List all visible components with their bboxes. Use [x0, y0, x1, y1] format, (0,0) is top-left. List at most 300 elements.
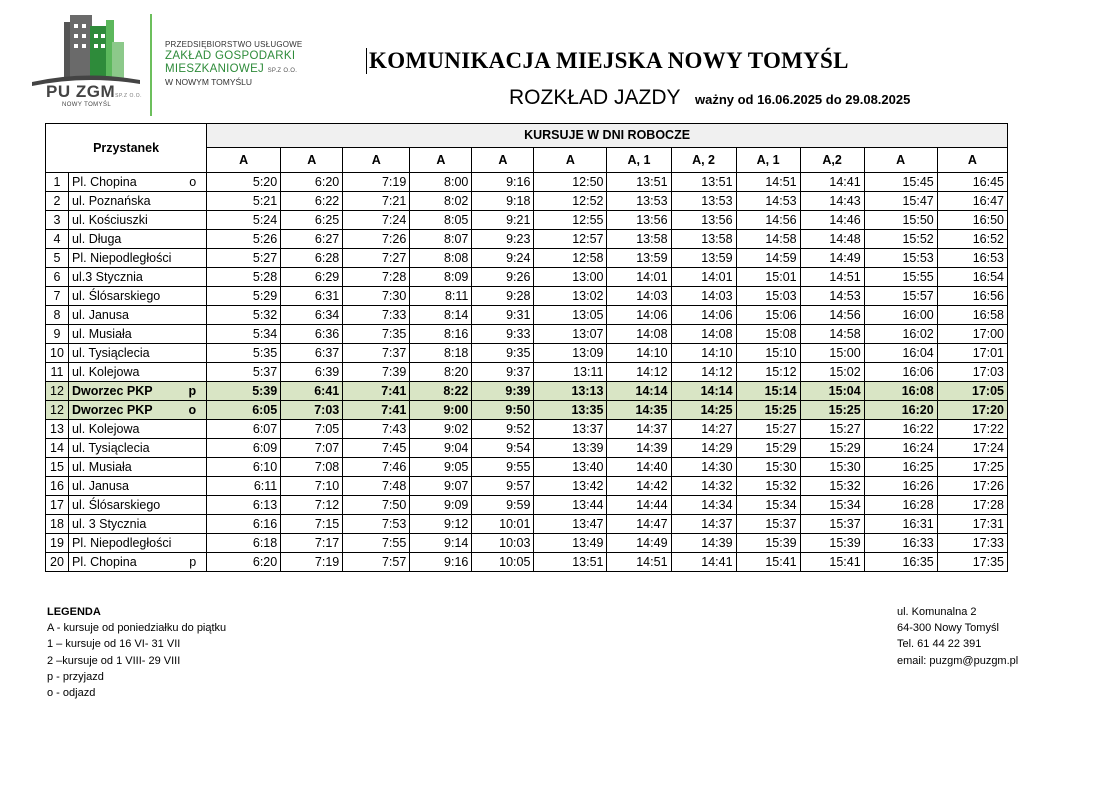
logo-brand-suffix: SP.Z O.O. [115, 93, 143, 99]
departure-time: 12:55 [534, 211, 607, 230]
stop-name: Pl. Chopina [72, 554, 137, 569]
departure-time: 13:42 [534, 477, 607, 496]
departure-time: 6:09 [207, 439, 281, 458]
departure-time: 8:08 [410, 249, 472, 268]
departure-time: 13:59 [671, 249, 736, 268]
departure-time: 7:26 [343, 230, 410, 249]
departure-time: 16:45 [937, 173, 1007, 192]
table-row [46, 230, 1008, 249]
company-address [897, 604, 1018, 669]
departure-time: 7:10 [281, 477, 343, 496]
stop-header: Przystanek [46, 124, 207, 173]
departure-time: 17:26 [937, 477, 1007, 496]
departure-time: 9:21 [472, 211, 534, 230]
departure-time: 9:12 [410, 515, 472, 534]
departure-time: 15:55 [864, 268, 937, 287]
departure-time: 9:07 [410, 477, 472, 496]
departure-time: 9:28 [472, 287, 534, 306]
departure-time: 15:41 [800, 553, 864, 572]
departure-time: 15:39 [736, 534, 800, 553]
departure-time: 5:28 [207, 268, 281, 287]
departure-time: 14:41 [671, 553, 736, 572]
course-code-header: A [472, 148, 534, 173]
departure-time: 6:20 [207, 553, 281, 572]
departure-time: 5:21 [207, 192, 281, 211]
departure-time: 14:51 [800, 268, 864, 287]
stop-number: 20 [46, 553, 69, 572]
stop-number: 4 [46, 230, 69, 249]
departure-time: 9:52 [472, 420, 534, 439]
address-street: ul. Komunalna 2 [897, 606, 977, 618]
departure-time: 7:17 [281, 534, 343, 553]
arrival-departure-mark: o [189, 174, 197, 189]
table-row [46, 553, 1008, 572]
departure-time: 9:35 [472, 344, 534, 363]
departure-time: 14:12 [671, 363, 736, 382]
page-title: KOMUNIKACJA MIEJSKA NOWY TOMYŚL [366, 48, 849, 74]
timetable [45, 123, 1008, 572]
departure-time: 13:56 [671, 211, 736, 230]
stop-name: ul. 3 Stycznia [72, 516, 147, 531]
departure-time: 9:02 [410, 420, 472, 439]
departure-time: 14:42 [607, 477, 671, 496]
departure-time: 13:51 [607, 173, 671, 192]
departure-time: 14:01 [671, 268, 736, 287]
departure-time: 13:51 [534, 553, 607, 572]
departure-time: 15:25 [736, 401, 800, 420]
departure-time: 15:02 [800, 363, 864, 382]
departure-time: 14:51 [736, 173, 800, 192]
table-row [46, 192, 1008, 211]
stop-name: Pl. Chopina [72, 174, 137, 189]
departure-time: 16:26 [864, 477, 937, 496]
departure-time: 8:02 [410, 192, 472, 211]
departure-time: 17:28 [937, 496, 1007, 515]
departure-time: 5:24 [207, 211, 281, 230]
stop-number: 10 [46, 344, 69, 363]
stop-number: 16 [46, 477, 69, 496]
course-code-header: A, 1 [736, 148, 800, 173]
departure-time: 16:33 [864, 534, 937, 553]
logo-divider [150, 14, 152, 116]
stop-name-cell [69, 344, 207, 363]
stop-name-cell [69, 325, 207, 344]
course-code-header: A [534, 148, 607, 173]
days-header: KURSUJE W DNI ROBOCZE [207, 124, 1008, 148]
logo-org-name [165, 40, 302, 87]
stop-number: 14 [46, 439, 69, 458]
departure-time: 14:03 [607, 287, 671, 306]
stop-name-cell [69, 553, 207, 572]
departure-time: 16:04 [864, 344, 937, 363]
departure-time: 17:31 [937, 515, 1007, 534]
table-row [46, 344, 1008, 363]
departure-time: 17:22 [937, 420, 1007, 439]
departure-time: 6:07 [207, 420, 281, 439]
departure-time: 16:35 [864, 553, 937, 572]
departure-time: 16:06 [864, 363, 937, 382]
stop-name-cell [69, 420, 207, 439]
stop-number: 12 [46, 382, 69, 401]
stop-number: 12 [46, 401, 69, 420]
departure-time: 9:24 [472, 249, 534, 268]
departure-time: 8:18 [410, 344, 472, 363]
departure-time: 7:03 [281, 401, 343, 420]
table-row [46, 306, 1008, 325]
departure-time: 13:44 [534, 496, 607, 515]
departure-time: 14:10 [607, 344, 671, 363]
departure-time: 14:49 [800, 249, 864, 268]
departure-time: 16:50 [937, 211, 1007, 230]
departure-time: 7:19 [343, 173, 410, 192]
stop-number: 7 [46, 287, 69, 306]
departure-time: 17:35 [937, 553, 1007, 572]
stop-number: 5 [46, 249, 69, 268]
departure-time: 16:02 [864, 325, 937, 344]
legend [47, 604, 226, 701]
departure-time: 8:05 [410, 211, 472, 230]
course-code-header: A [343, 148, 410, 173]
stop-number: 6 [46, 268, 69, 287]
departure-time: 14:51 [607, 553, 671, 572]
stop-number: 18 [46, 515, 69, 534]
departure-time: 6:25 [281, 211, 343, 230]
logo-org-line2: ZAKŁAD GOSPODARKI [165, 49, 296, 62]
table-row-highlighted [46, 382, 1008, 401]
departure-time: 14:48 [800, 230, 864, 249]
departure-time: 15:53 [864, 249, 937, 268]
departure-time: 14:58 [736, 230, 800, 249]
address-phone: Tel. 61 44 22 391 [897, 638, 982, 651]
departure-time: 15:52 [864, 230, 937, 249]
stop-name-cell [69, 458, 207, 477]
departure-time: 17:01 [937, 344, 1007, 363]
departure-time: 6:29 [281, 268, 343, 287]
stop-number: 15 [46, 458, 69, 477]
departure-time: 15:50 [864, 211, 937, 230]
departure-time: 6:20 [281, 173, 343, 192]
departure-time: 7:57 [343, 553, 410, 572]
logo-brand: PU ZGMSP.Z O.O. [46, 82, 143, 101]
departure-time: 13:35 [534, 401, 607, 420]
departure-time: 7:48 [343, 477, 410, 496]
departure-time: 9:04 [410, 439, 472, 458]
departure-time: 12:50 [534, 173, 607, 192]
departure-time: 6:11 [207, 477, 281, 496]
stop-number: 2 [46, 192, 69, 211]
departure-time: 9:50 [472, 401, 534, 420]
departure-time: 14:25 [671, 401, 736, 420]
arrival-departure-mark: o [188, 402, 197, 417]
departure-time: 10:03 [472, 534, 534, 553]
departure-time: 9:26 [472, 268, 534, 287]
stop-number: 17 [46, 496, 69, 515]
departure-time: 15:39 [800, 534, 864, 553]
table-row [46, 211, 1008, 230]
departure-time: 15:37 [800, 515, 864, 534]
departure-time: 6:34 [281, 306, 343, 325]
table-row [46, 439, 1008, 458]
departure-time: 9:05 [410, 458, 472, 477]
stop-name-cell [69, 534, 207, 553]
departure-time: 13:39 [534, 439, 607, 458]
departure-time: 14:39 [607, 439, 671, 458]
stop-name: ul. Ślósarskiego [72, 497, 161, 512]
legend-item: A - kursuje od poniedziałku do piątku [47, 622, 227, 635]
departure-time: 7:30 [343, 287, 410, 306]
stop-name: Dworzec PKP [72, 383, 153, 398]
departure-time: 16:20 [864, 401, 937, 420]
departure-time: 15:27 [800, 420, 864, 439]
departure-time: 14:14 [607, 382, 671, 401]
departure-time: 8:14 [410, 306, 472, 325]
departure-time: 13:40 [534, 458, 607, 477]
course-code-header: A,2 [800, 148, 864, 173]
departure-time: 7:55 [343, 534, 410, 553]
departure-time: 13:49 [534, 534, 607, 553]
departure-time: 14:06 [671, 306, 736, 325]
departure-time: 13:51 [671, 173, 736, 192]
table-row [46, 477, 1008, 496]
logo-org-line3: MIESZKANIOWEJ SP.Z O.O. [165, 63, 298, 76]
departure-time: 14:56 [736, 211, 800, 230]
stop-name: ul. Janusa [72, 478, 129, 493]
stop-name-cell [69, 249, 207, 268]
departure-time: 8:07 [410, 230, 472, 249]
departure-time: 16:00 [864, 306, 937, 325]
departure-time: 14:06 [607, 306, 671, 325]
stop-number: 8 [46, 306, 69, 325]
departure-time: 7:37 [343, 344, 410, 363]
table-row [46, 268, 1008, 287]
stop-name: ul.3 Stycznia [72, 269, 143, 284]
departure-time: 7:24 [343, 211, 410, 230]
departure-time: 14:40 [607, 458, 671, 477]
departure-time: 14:27 [671, 420, 736, 439]
departure-time: 17:25 [937, 458, 1007, 477]
departure-time: 14:30 [671, 458, 736, 477]
timetable-body [46, 173, 1008, 572]
departure-time: 17:05 [937, 382, 1007, 401]
departure-time: 14:14 [671, 382, 736, 401]
departure-time: 7:27 [343, 249, 410, 268]
departure-time: 14:47 [607, 515, 671, 534]
departure-time: 17:00 [937, 325, 1007, 344]
departure-time: 13:09 [534, 344, 607, 363]
stop-name: ul. Poznańska [72, 193, 151, 208]
departure-time: 15:45 [864, 173, 937, 192]
stop-name: Pl. Niepodległości [72, 535, 172, 550]
departure-time: 16:54 [937, 268, 1007, 287]
departure-time: 17:33 [937, 534, 1007, 553]
departure-time: 15:14 [736, 382, 800, 401]
stop-name: ul. Długa [72, 231, 122, 246]
departure-time: 8:22 [410, 382, 472, 401]
departure-time: 15:03 [736, 287, 800, 306]
departure-time: 14:59 [736, 249, 800, 268]
stop-name: ul. Tysiąclecia [72, 440, 150, 455]
departure-time: 12:57 [534, 230, 607, 249]
departure-time: 9:54 [472, 439, 534, 458]
departure-time: 9:16 [410, 553, 472, 572]
departure-time: 14:35 [607, 401, 671, 420]
departure-time: 15:30 [800, 458, 864, 477]
departure-time: 15:47 [864, 192, 937, 211]
departure-time: 6:28 [281, 249, 343, 268]
departure-time: 9:09 [410, 496, 472, 515]
departure-time: 10:01 [472, 515, 534, 534]
departure-time: 13:00 [534, 268, 607, 287]
departure-time: 9:16 [472, 173, 534, 192]
departure-time: 5:35 [207, 344, 281, 363]
address-city: 64-300 Nowy Tomyśl [897, 622, 999, 635]
departure-time: 14:41 [800, 173, 864, 192]
table-row [46, 420, 1008, 439]
departure-time: 7:41 [343, 382, 410, 401]
departure-time: 7:41 [343, 401, 410, 420]
legend-item: p - przyjazd [47, 670, 104, 683]
table-row [46, 173, 1008, 192]
departure-time: 15:00 [800, 344, 864, 363]
logo-city: NOWY TOMYŚL [62, 102, 112, 108]
logo-org-line4: W NOWYM TOMYŚLU [165, 77, 253, 88]
stop-name: ul. Tysiąclecia [72, 345, 150, 360]
departure-time: 16:58 [937, 306, 1007, 325]
departure-time: 5:39 [207, 382, 281, 401]
stop-name-cell [69, 382, 207, 401]
company-logo [30, 12, 310, 116]
stop-number: 13 [46, 420, 69, 439]
departure-time: 13:53 [607, 192, 671, 211]
departure-time: 14:56 [800, 306, 864, 325]
stop-name: Dworzec PKP [72, 402, 153, 417]
departure-time: 7:35 [343, 325, 410, 344]
departure-time: 15:32 [800, 477, 864, 496]
departure-time: 14:03 [671, 287, 736, 306]
departure-time: 15:06 [736, 306, 800, 325]
departure-time: 9:23 [472, 230, 534, 249]
departure-time: 7:12 [281, 496, 343, 515]
stop-name-cell [69, 439, 207, 458]
departure-time: 13:05 [534, 306, 607, 325]
arrival-departure-mark: p [189, 554, 197, 569]
table-row [46, 249, 1008, 268]
departure-time: 7:33 [343, 306, 410, 325]
stop-name: ul. Kolejowa [72, 364, 140, 379]
course-code-header: A, 2 [671, 148, 736, 173]
departure-time: 5:29 [207, 287, 281, 306]
departure-time: 14:39 [671, 534, 736, 553]
departure-time: 6:22 [281, 192, 343, 211]
departure-time: 6:13 [207, 496, 281, 515]
departure-time: 17:24 [937, 439, 1007, 458]
departure-time: 16:31 [864, 515, 937, 534]
departure-time: 15:04 [800, 382, 864, 401]
stop-name-cell [69, 192, 207, 211]
departure-time: 14:29 [671, 439, 736, 458]
departure-time: 9:59 [472, 496, 534, 515]
departure-time: 14:46 [800, 211, 864, 230]
legend-title: LEGENDA [47, 606, 101, 618]
departure-time: 13:58 [671, 230, 736, 249]
departure-time: 15:25 [800, 401, 864, 420]
departure-time: 6:27 [281, 230, 343, 249]
stop-name-cell [69, 477, 207, 496]
departure-time: 7:05 [281, 420, 343, 439]
course-code-header: A, 1 [607, 148, 671, 173]
stop-name-cell [69, 515, 207, 534]
departure-time: 13:47 [534, 515, 607, 534]
departure-time: 16:52 [937, 230, 1007, 249]
departure-time: 15:57 [864, 287, 937, 306]
departure-time: 14:37 [671, 515, 736, 534]
departure-time: 14:32 [671, 477, 736, 496]
departure-time: 13:56 [607, 211, 671, 230]
arrival-departure-mark: p [188, 383, 197, 398]
departure-time: 9:57 [472, 477, 534, 496]
legend-item: 1 – kursuje od 16 VI- 31 VII [47, 638, 181, 651]
departure-time: 16:24 [864, 439, 937, 458]
table-row [46, 458, 1008, 477]
departure-time: 14:08 [607, 325, 671, 344]
departure-time: 15:32 [736, 477, 800, 496]
departure-time: 14:44 [607, 496, 671, 515]
departure-time: 5:34 [207, 325, 281, 344]
departure-time: 5:20 [207, 173, 281, 192]
stop-name-cell [69, 496, 207, 515]
stop-number: 9 [46, 325, 69, 344]
departure-time: 16:08 [864, 382, 937, 401]
departure-time: 7:39 [343, 363, 410, 382]
departure-time: 14:08 [671, 325, 736, 344]
departure-time: 12:58 [534, 249, 607, 268]
departure-time: 13:59 [607, 249, 671, 268]
schedule-title: ROZKŁAD JAZDY [509, 86, 681, 109]
course-code-header: A [207, 148, 281, 173]
legend-item: o - odjazd [47, 687, 96, 700]
departure-time: 5:37 [207, 363, 281, 382]
departure-time: 15:08 [736, 325, 800, 344]
validity-text: ważny od 16.06.2025 do 29.08.2025 [694, 92, 911, 107]
stop-name-cell [69, 401, 207, 420]
stop-name: ul. Ślósarskiego [72, 288, 161, 303]
legend-item: 2 –kursuje od 1 VIII- 29 VIII [47, 654, 181, 667]
table-row [46, 496, 1008, 515]
stop-name: ul. Kolejowa [72, 421, 140, 436]
departure-time: 7:07 [281, 439, 343, 458]
departure-time: 13:13 [534, 382, 607, 401]
departure-time: 16:25 [864, 458, 937, 477]
departure-time: 14:53 [736, 192, 800, 211]
departure-time: 15:30 [736, 458, 800, 477]
departure-time: 13:37 [534, 420, 607, 439]
departure-time: 12:52 [534, 192, 607, 211]
table-row [46, 515, 1008, 534]
departure-time: 16:28 [864, 496, 937, 515]
departure-time: 7:08 [281, 458, 343, 477]
departure-time: 15:10 [736, 344, 800, 363]
departure-time: 8:00 [410, 173, 472, 192]
departure-time: 6:36 [281, 325, 343, 344]
departure-time: 14:34 [671, 496, 736, 515]
stop-name: ul. Kościuszki [72, 212, 148, 227]
stop-number: 11 [46, 363, 69, 382]
departure-time: 16:53 [937, 249, 1007, 268]
departure-time: 9:31 [472, 306, 534, 325]
departure-time: 5:26 [207, 230, 281, 249]
course-code-header: A [281, 148, 343, 173]
course-code-header: A [864, 148, 937, 173]
